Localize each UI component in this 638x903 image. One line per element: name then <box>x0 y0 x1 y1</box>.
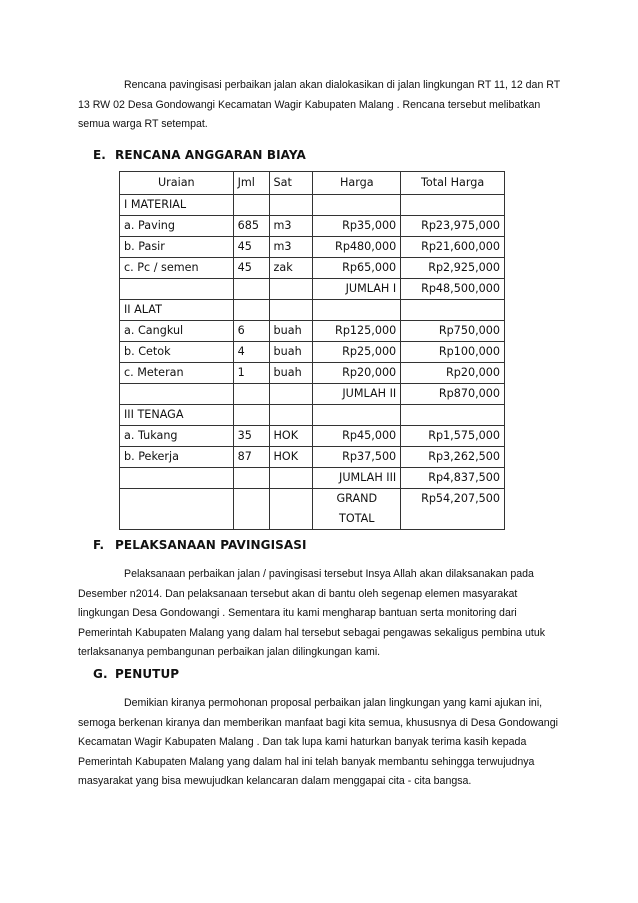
cell-uraian: a. Paving <box>120 216 234 237</box>
cell-total: Rp2,925,000 <box>401 258 505 279</box>
cell-harga: Rp480,000 <box>313 237 401 258</box>
cell-jml: 6 <box>233 321 269 342</box>
subtotal-label: JUMLAH I <box>313 279 401 300</box>
header-sat: Sat <box>269 172 313 195</box>
header-harga: Harga <box>313 172 401 195</box>
cell-harga: Rp45,000 <box>313 426 401 447</box>
intro-paragraph <box>78 76 568 135</box>
table-subtotal-row <box>120 279 505 300</box>
subtotal-value: Rp48,500,000 <box>401 279 505 300</box>
table-row <box>120 321 505 342</box>
cell-total: Rp3,262,500 <box>401 447 505 468</box>
cell-total: Rp23,975,000 <box>401 216 505 237</box>
table-group-row <box>120 405 505 426</box>
section-e-title: RENCANA ANGGARAN BIAYA <box>115 148 306 162</box>
cell-jml: 45 <box>233 258 269 279</box>
table-row <box>120 426 505 447</box>
cell-sat: HOK <box>269 426 313 447</box>
cell-harga: Rp35,000 <box>313 216 401 237</box>
cell-harga: Rp125,000 <box>313 321 401 342</box>
table-header-row <box>120 172 505 195</box>
group-label: I MATERIAL <box>120 195 234 216</box>
subtotal-label: JUMLAH II <box>313 384 401 405</box>
cell-sat: buah <box>269 342 313 363</box>
grand-total-value: Rp54,207,500 <box>401 489 505 530</box>
cell-total: Rp1,575,000 <box>401 426 505 447</box>
header-total-harga: Total Harga <box>401 172 505 195</box>
table-subtotal-row <box>120 384 505 405</box>
table-row <box>120 216 505 237</box>
cell-harga: Rp37,500 <box>313 447 401 468</box>
section-f-text: Pelaksanaan perbaikan jalan / pavingisasi tersebut Insya Allah akan dilaksanakan pada Desember n2014. Dan pelaksanaan tersebut akan di bantu oleh segenap elemen masyarakat lingkungan Desa Gondowangi . Sementara itu kami mengharap bantuan serta monitoring dari Pemerintah Kabupaten Malang yang dalam hal tersebut sebagai pengawas sekaligus pembina utuk terlaksananya pembangunan perbaikan jalan dilingkungan kami. <box>78 568 546 659</box>
intro-text: Rencana pavingisasi perbaikan jalan akan dialokasikan di jalan lingkungan RT 11, 12 dan RT 13 RW 02 Desa Gondowangi Kecamatan Wagir Kabupaten Malang . Rencana tersebut melibatkan semua warga RT setempat. <box>78 79 561 131</box>
header-jml: Jml <box>233 172 269 195</box>
subtotal-label: JUMLAH III <box>313 468 401 489</box>
section-f-title: PELAKSANAAN PAVINGISASI <box>115 538 307 552</box>
budget-table <box>119 171 505 530</box>
cell-uraian: b. Pasir <box>120 237 234 258</box>
grand-total-label: GRAND TOTAL <box>313 489 401 530</box>
cell-jml: 35 <box>233 426 269 447</box>
section-g-heading <box>93 667 179 681</box>
group-label: II ALAT <box>120 300 234 321</box>
cell-sat: buah <box>269 321 313 342</box>
section-f-heading <box>93 538 307 552</box>
section-e-heading <box>93 148 306 162</box>
cell-jml: 87 <box>233 447 269 468</box>
table-row <box>120 237 505 258</box>
cell-harga: Rp25,000 <box>313 342 401 363</box>
cell-harga: Rp20,000 <box>313 363 401 384</box>
table-row <box>120 363 505 384</box>
cell-uraian: a. Cangkul <box>120 321 234 342</box>
cell-uraian: c. Meteran <box>120 363 234 384</box>
section-g-title: PENUTUP <box>115 667 180 681</box>
section-g-paragraph <box>78 694 568 792</box>
table-group-row <box>120 300 505 321</box>
section-f-paragraph <box>78 565 568 663</box>
table-subtotal-row <box>120 468 505 489</box>
cell-harga: Rp65,000 <box>313 258 401 279</box>
cell-total: Rp21,600,000 <box>401 237 505 258</box>
subtotal-value: Rp870,000 <box>401 384 505 405</box>
cell-uraian: c. Pc / semen <box>120 258 234 279</box>
cell-uraian: b. Pekerja <box>120 447 234 468</box>
group-label: III TENAGA <box>120 405 234 426</box>
cell-total: Rp100,000 <box>401 342 505 363</box>
section-g-number: G. <box>93 667 108 681</box>
cell-sat: buah <box>269 363 313 384</box>
cell-sat: zak <box>269 258 313 279</box>
cell-total: Rp750,000 <box>401 321 505 342</box>
cell-jml: 685 <box>233 216 269 237</box>
cell-total: Rp20,000 <box>401 363 505 384</box>
cell-sat: m3 <box>269 216 313 237</box>
section-e-number: E. <box>93 148 106 162</box>
subtotal-value: Rp4,837,500 <box>401 468 505 489</box>
table-row <box>120 342 505 363</box>
cell-jml: 1 <box>233 363 269 384</box>
section-f-number: F. <box>93 538 105 552</box>
section-g-text: Demikian kiranya permohonan proposal perbaikan jalan lingkungan yang kami ajukan ini, semoga berkenan kiranya dan memberikan manfaat bagi kita semua, khususnya di Desa Gondowangi Kecamatan Wagir Kabupaten Malang . Dan tak lupa kami haturkan banyak terima kasih kepada Pemerintah Kabupaten Malang yang dalam hal ini telah banyak membantu sehingga terwujudnya masyarakat yang bisa mewujudkan kelancaran dalam menggapai cita - cita bangsa. <box>78 697 558 788</box>
table-row <box>120 258 505 279</box>
cell-uraian: a. Tukang <box>120 426 234 447</box>
cell-jml: 45 <box>233 237 269 258</box>
cell-sat: m3 <box>269 237 313 258</box>
table-group-row <box>120 195 505 216</box>
cell-sat: HOK <box>269 447 313 468</box>
table-body <box>120 195 505 489</box>
grand-total-row <box>120 489 505 530</box>
cell-uraian: b. Cetok <box>120 342 234 363</box>
header-uraian: Uraian <box>120 172 234 195</box>
table-row <box>120 447 505 468</box>
cell-jml: 4 <box>233 342 269 363</box>
